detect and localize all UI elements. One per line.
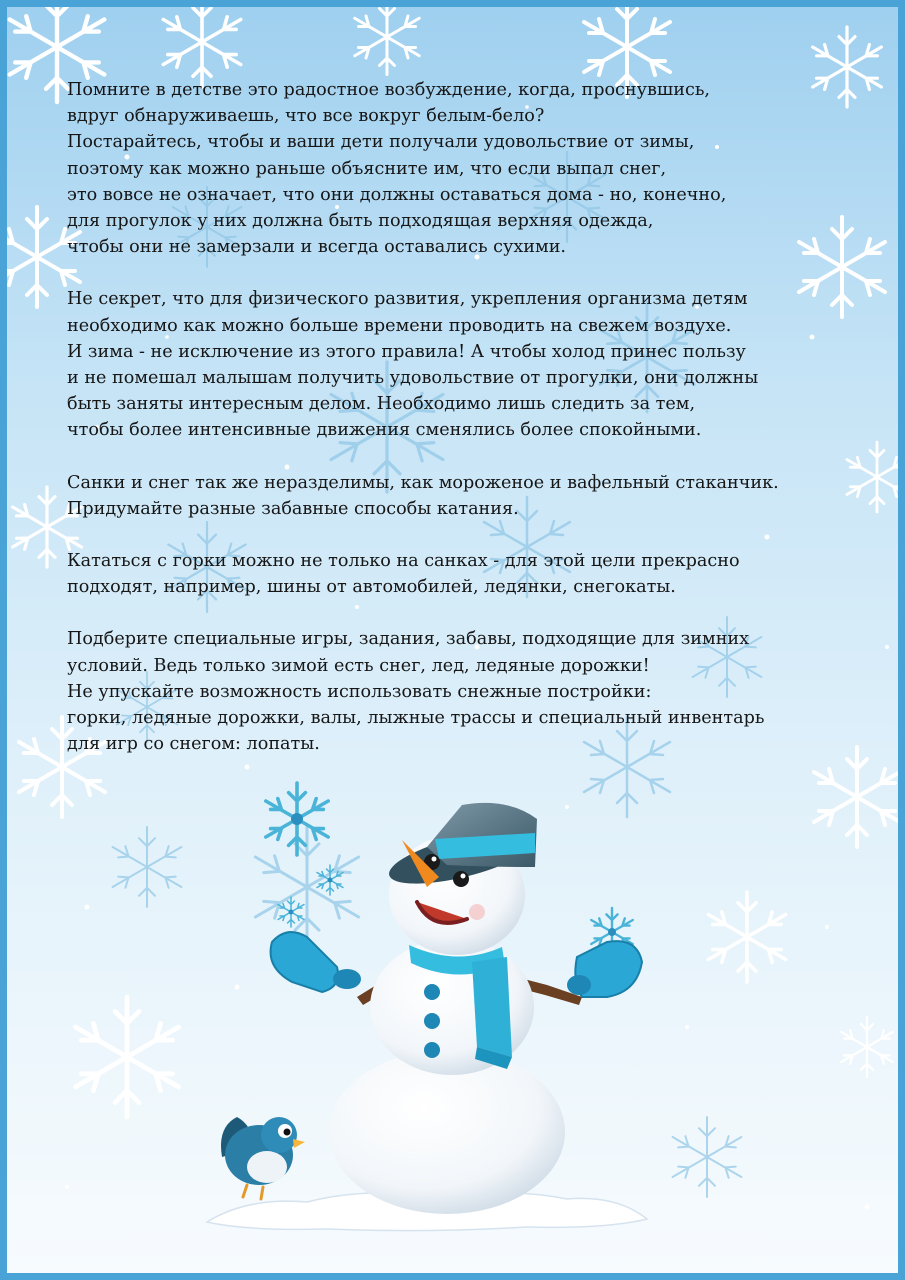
text-line: чтобы они не замерзали и всегда оставались сухими. (67, 237, 567, 258)
text-line: Придумайте разные забавные способы катания. (67, 498, 519, 519)
snowman-icon (271, 803, 642, 1214)
text-line: условий. Ведь только зимой есть снег, лед, ледяные дорожки! (67, 655, 650, 676)
text-line: Не секрет, что для физического развития, укрепления организма детям (67, 289, 748, 310)
text-line: это вовсе не означает, что они должны оставаться дома - но, конечно, (67, 184, 727, 205)
text-line: Постарайтесь, чтобы и ваши дети получали удовольствие от зимы, (67, 132, 695, 153)
snowman-scene (7, 7, 905, 1280)
text-line: чтобы более интенсивные движения сменялись более спокойными. (67, 420, 702, 441)
text-line: подходят, например, шины от автомобилей, ледянки, снегокаты. (67, 577, 676, 598)
text-line: Подберите специальные игры, задания, забавы, подходящие для зимних (67, 629, 750, 650)
text-line: быть заняты интересным делом. Необходимо лишь следить за тем, (67, 394, 696, 415)
bluebird-icon (221, 1117, 305, 1199)
text-line: И зима - не исключение из этого правила! А чтобы холод принес пользу (67, 341, 746, 362)
text-line: вдруг обнаруживаешь, что все вокруг белым-бело? (67, 106, 545, 127)
text-line: Не упускайте возможность использовать снежные постройки: (67, 681, 652, 702)
text-line: Санки и снег так же неразделимы, как мороженое и вафельный стаканчик. (67, 472, 779, 493)
text-line: для прогулок у них должна быть подходящая верхняя одежда, (67, 211, 654, 232)
text-line: Помните в детстве это радостное возбуждение, когда, проснувшись, (67, 80, 710, 100)
text-line: необходимо как можно больше времени проводить на свежем воздухе. (67, 315, 732, 336)
text-line: и не помешал малышам получить удовольствие от прогулки, они должны (67, 368, 759, 389)
text-line: Кататься с горки можно не только на санках - для этой цели прекрасно (67, 551, 740, 572)
text-line: горки, ледяные дорожки, валы, лыжные трассы и специальный инвентарь (67, 708, 765, 729)
text-line: поэтому как можно раньше объясните им, что если выпал снег, (67, 158, 667, 179)
text-line: для игр со снегом: лопаты. (67, 734, 320, 755)
